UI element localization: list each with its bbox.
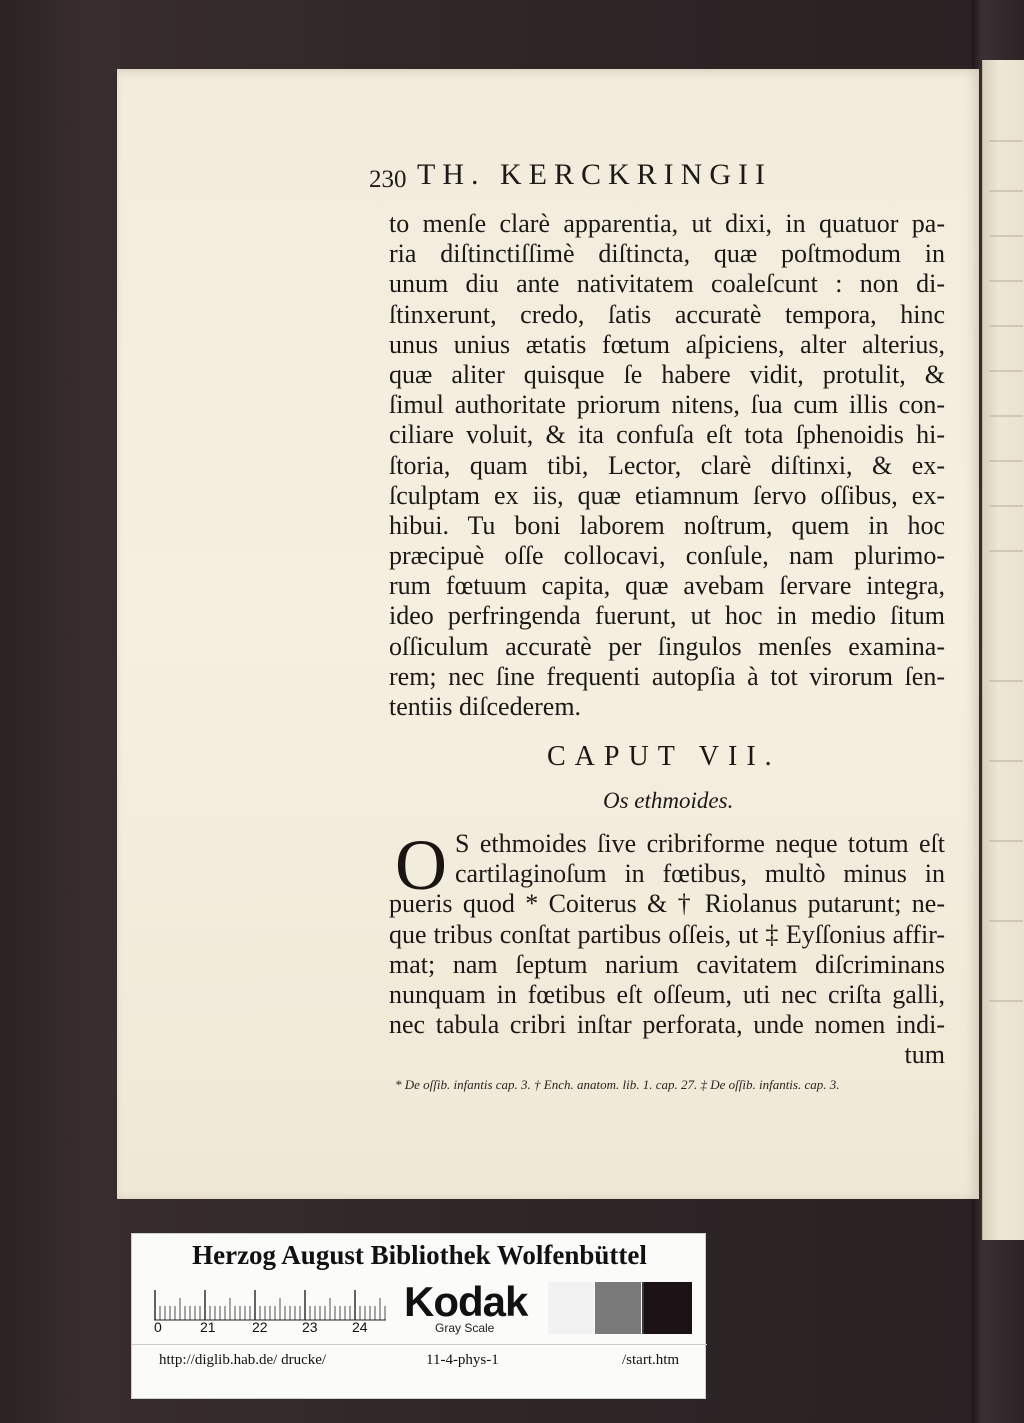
text-line: ſtinxerunt, credo, ſatis accuratè tempora, hinc: [389, 299, 945, 329]
chapter-heading: CAPUT VII.: [547, 741, 781, 772]
text-line: ſculptam ex iis, quæ etiamnum ſervo oſſibus, ex-: [389, 480, 945, 510]
text-line: præcipuè oſſe collocavi, conſule, nam plurimo-: [389, 541, 945, 571]
ruler-numbers: [154, 1319, 394, 1339]
ruler-number: 0: [154, 1319, 162, 1335]
text-line: ſimul authoritate priorum nitens, ſua cum illis con-: [389, 390, 945, 420]
ruler-number: 24: [352, 1319, 368, 1335]
body-text: [389, 209, 945, 722]
text-line: to menſe clarè apparentia, ut dixi, in quatuor pa-: [389, 209, 945, 238]
text-line: quæ aliter quisque ſe habere vidit, protulit, &: [389, 359, 945, 389]
running-head: [369, 158, 989, 198]
facing-page-edge: [982, 60, 1024, 1240]
kodak-logo: Kodak: [404, 1278, 528, 1325]
text-line: unus unius ætatis fœtum aſpiciens, alter alterius,: [389, 329, 945, 359]
url-left: http://diglib.hab.de/ drucke/: [159, 1352, 327, 1368]
text-line: que tribus conſtat partibus oſſeis, ut ‡ Eyſſonius affir-: [389, 919, 945, 949]
drop-cap: O: [395, 825, 447, 905]
library-scan-card: [131, 1233, 706, 1399]
gray-swatch-light: [548, 1282, 594, 1334]
text-line: unum diu ante nativitatem coaleſcunt : non di-: [389, 269, 945, 299]
page-number: 230: [369, 166, 407, 193]
text-line: hibui. Tu boni laborem noſtrum, quem in hoc: [389, 510, 945, 540]
ruler-number: 21: [200, 1319, 216, 1335]
library-title: Herzog August Bibliothek Wolfenbüttel: [192, 1240, 647, 1270]
text-line: S ethmoides ſive cribriforme neque totum eſt: [455, 829, 945, 858]
text-line: tentiis diſcederem.: [389, 692, 582, 721]
text-line: rum fœtuum capita, quæ avebam ſervare integra,: [389, 571, 945, 601]
gray-scale-label: Gray Scale: [435, 1321, 495, 1335]
text-line: ideo perfringenda fuerunt, ut hoc in medio ſitum: [389, 601, 945, 631]
gray-swatch-black: [644, 1282, 692, 1334]
text-line: mat; nam ſeptum narium cavitatem diſcriminans: [389, 949, 945, 979]
text-line: ria diſtinctiſſimè diſtincta, quæ poſtmodum in: [389, 239, 945, 269]
text-line: nec tabula cribri inſtar perforata, unde nomen indi-: [389, 1010, 945, 1040]
book-page: [117, 69, 979, 1199]
ruler-number: 22: [252, 1319, 268, 1335]
running-head-title: TH. KERCKRINGII: [417, 158, 772, 191]
chapter-text: [389, 825, 945, 1071]
footnote: * De oſſib. infantis cap. 3. † Ench. anatom. lib. 1. cap. 27. ‡ De oſſib. infantis. cap. 3.: [395, 1077, 840, 1092]
text-line: oſſiculum accuratè per ſingulos menſes examina-: [389, 631, 945, 661]
chapter-subtitle: Os ethmoides.: [603, 788, 734, 813]
text-line: ciliare voluit, & ita confuſa eſt tota ſphenoidis hi-: [389, 420, 945, 450]
gray-swatch-mid: [595, 1282, 641, 1334]
text-line: nunquam in fœtibus eſt oſſeum, uti nec criſta galli,: [389, 979, 945, 1009]
text-line: tum: [904, 1040, 945, 1070]
url-middle: 11-4-phys-1: [426, 1352, 499, 1368]
ruler-number: 23: [302, 1319, 318, 1335]
text-line: ſtoria, quam tibi, Lector, clarè diſtinxi, & ex-: [389, 450, 945, 480]
url-right: /start.htm: [622, 1352, 680, 1368]
text-line: pueris quod * Coiterus & † Riolanus putarunt; ne-: [389, 889, 945, 919]
card-divider: [132, 1344, 707, 1345]
text-line: cartilaginoſum in fœtibus, multò minus in: [455, 859, 945, 889]
text-line: rem; nec ſine frequenti autopſia à tot virorum ſen-: [389, 661, 945, 691]
